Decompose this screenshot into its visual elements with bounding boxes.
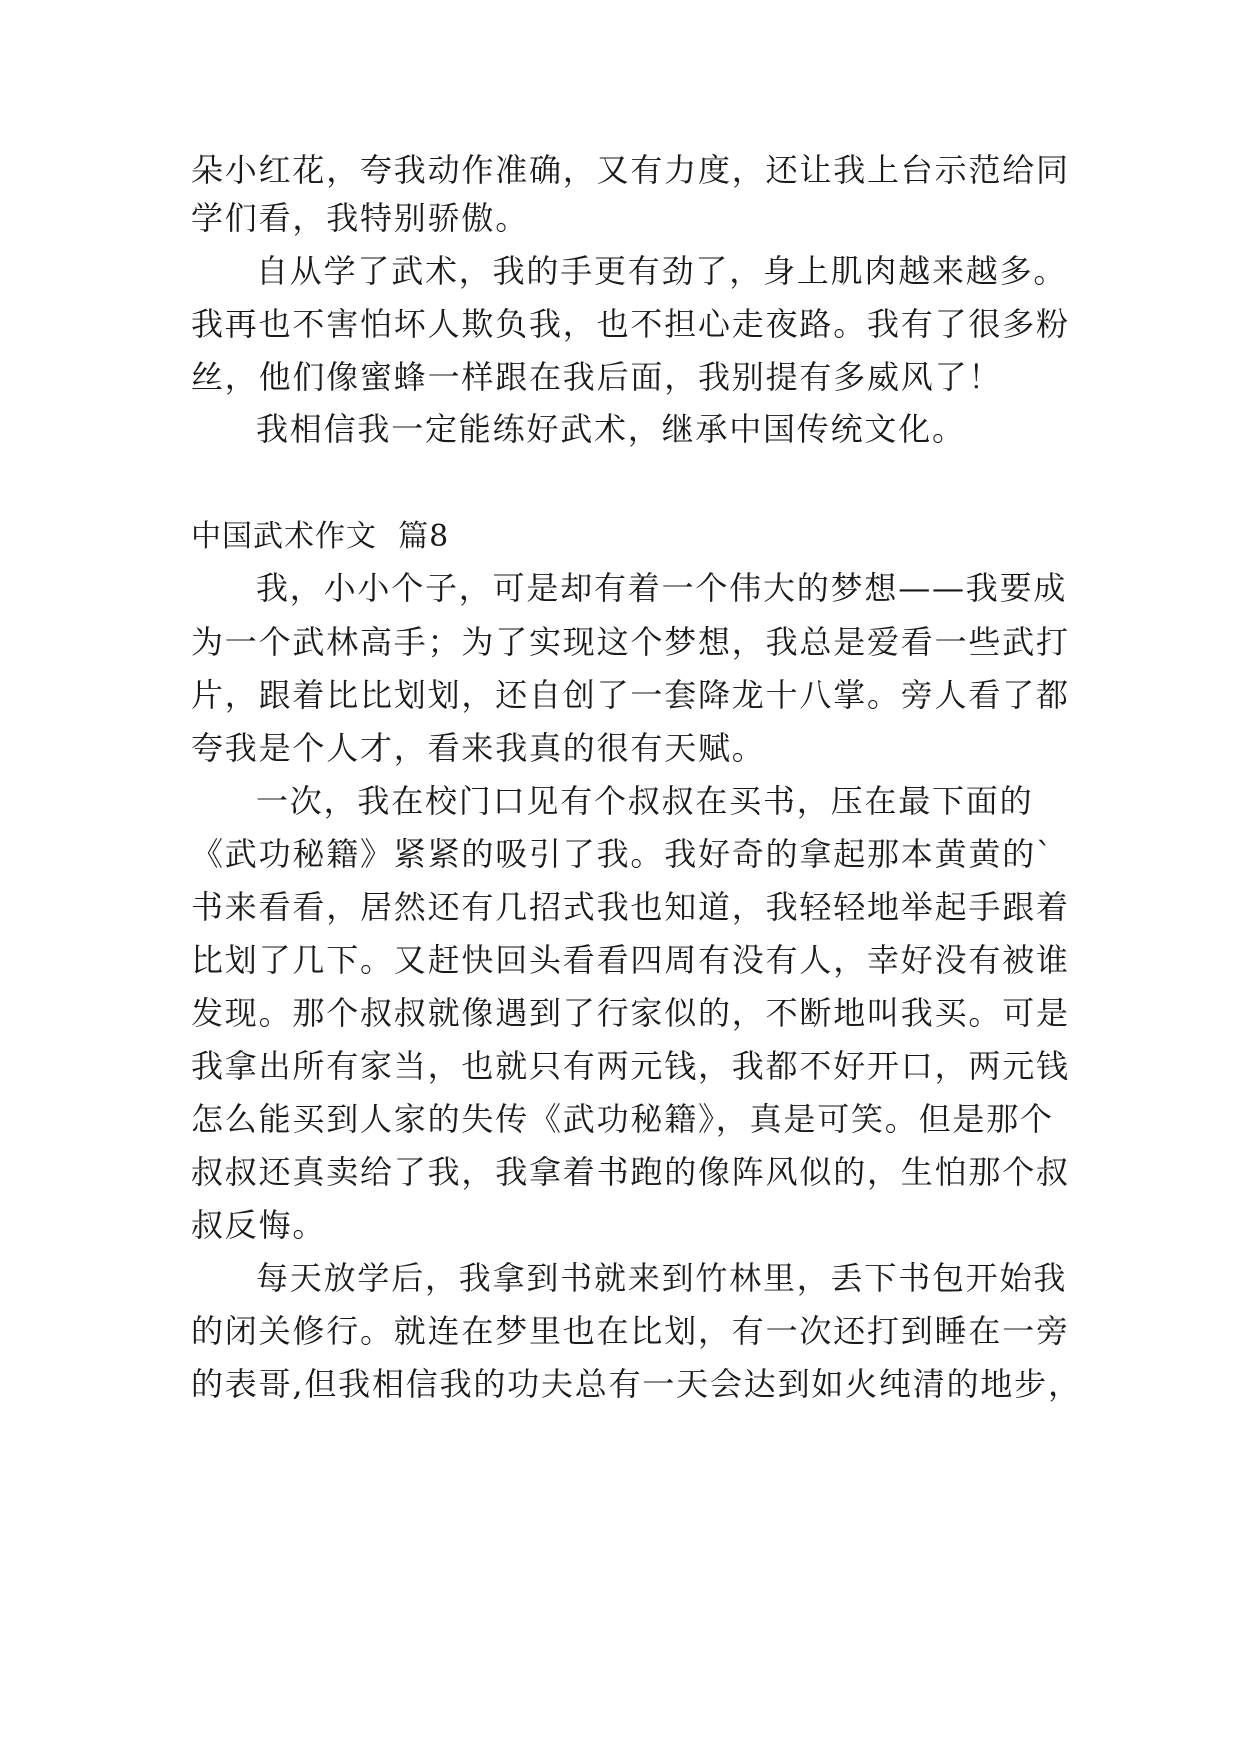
text-line: 我拿出所有家当，也就只有两元钱，我都不好开口，两元钱 [191, 1047, 1070, 1085]
text-line: 的表哥,但我相信我的功夫总有一天会达到如火纯清的地步， [191, 1365, 1082, 1403]
text-line: 我再也不害怕坏人欺负我，也不担心走夜路。我有了很多粉 [191, 305, 1070, 343]
text-line: 夸我是个人才，看来我真的很有天赋。 [191, 729, 766, 767]
paragraph-line: 我，小小个子，可是却有着一个伟大的梦想——我要成 [256, 569, 1068, 607]
text-line: 为一个武林高手；为了实现这个梦想，我总是爱看一些武打 [191, 623, 1070, 661]
text-line: 片，跟着比比划划，还自创了一套降龙十八掌。旁人看了都 [191, 676, 1070, 714]
text-line: 叔叔还真卖给了我，我拿着书跑的像阵风似的，生怕那个叔 [191, 1153, 1070, 1191]
text-line: 叔反悔。 [191, 1206, 327, 1244]
text-line: 学们看，我特别骄傲。 [191, 199, 530, 237]
text-line: 怎么能买到人家的失传《武功秘籍》，真是可笑。但是那个 [191, 1100, 1054, 1138]
paragraph-line: 我相信我一定能练好武术，继承中国传统文化。 [256, 410, 966, 448]
text-line: 丝，他们像蜜蜂一样跟在我后面，我别提有多威风了！ [191, 358, 1003, 396]
text-line: 《武功秘籍》紧紧的吸引了我。我好奇的拿起那本黄黄的` [191, 835, 1054, 873]
text-line: 书来看看，居然还有几招式我也知道，我轻轻地举起手跟着 [191, 888, 1070, 926]
text-line: 发现。那个叔叔就像遇到了行家似的，不断地叫我买。可是 [191, 994, 1070, 1032]
paragraph-line: 每天放学后，我拿到书就来到竹林里，丢下书包开始我 [256, 1259, 1068, 1297]
text-line: 朵小红花，夸我动作准确，又有力度，还让我上台示范给同 [191, 151, 1070, 189]
paragraph-line: 自从学了武术，我的手更有劲了，身上肌肉越来越多。 [256, 252, 1068, 290]
text-line: 的闭关修行。就连在梦里也在比划，有一次还打到睡在一旁 [191, 1312, 1070, 1350]
text-line: 比划了几下。又赶快回头看看四周有没有人，幸好没有被谁 [191, 941, 1070, 979]
paragraph-line: 一次，我在校门口见有个叔叔在买书，压在最下面的 [256, 782, 1034, 820]
section-heading: 中国武术作文 篇8 [191, 519, 450, 554]
